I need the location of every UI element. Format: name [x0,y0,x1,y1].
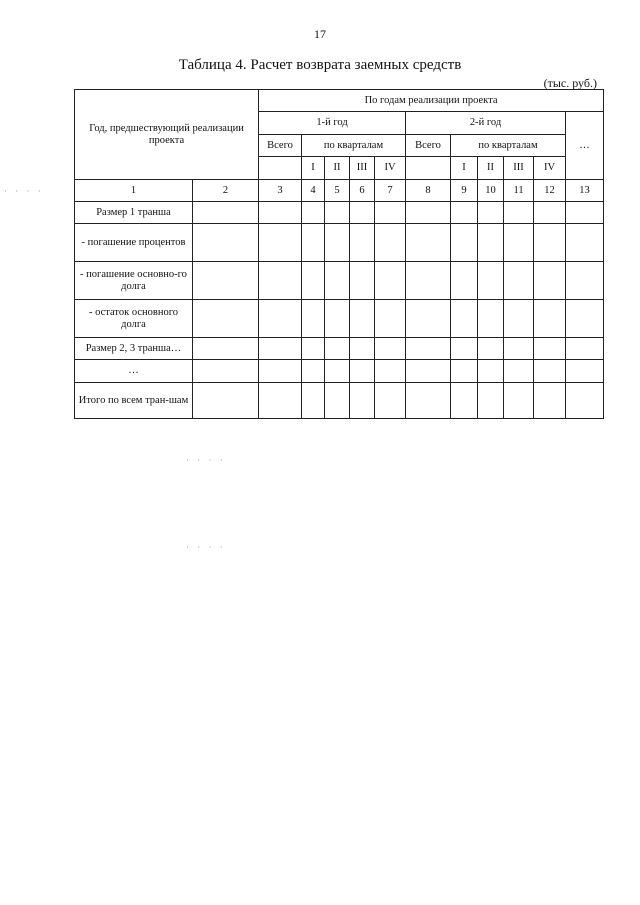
table-row [75,300,604,338]
row-label-grand-total: Итого по всем тран-шам [75,383,193,419]
column-number-row [75,180,604,202]
page-number: 17 [314,27,326,41]
header-row-years [75,90,604,112]
table-row [75,262,604,300]
column-number: 4 [302,180,325,202]
table-row [75,202,604,224]
header-cell [259,157,302,180]
header-year2-total: Всего [406,135,451,157]
column-number: 1 [75,180,193,202]
loan-repayment-table [74,89,604,419]
quarter-label: I [302,157,325,180]
header-year1: 1-й год [259,112,406,135]
quarter-label: II [478,157,504,180]
column-number: 13 [566,180,604,202]
row-label-interest: - погашение процентов [75,224,193,262]
table-row [75,383,604,419]
header-year2-by-quarters: по кварталам [451,135,566,157]
quarter-label: III [504,157,534,180]
column-number: 12 [534,180,566,202]
table-row [75,338,604,360]
column-number: 5 [325,180,350,202]
column-number: 7 [375,180,406,202]
column-number: 3 [259,180,302,202]
row-label-principal-repayment: - погашение основно-го долга [75,262,193,300]
header-corner-year-before: Год, предшествующий реализации проекта [75,90,259,180]
header-cell [406,157,451,180]
column-number: 11 [504,180,534,202]
scan-dots-lower: · · · · [186,542,226,552]
header-by-years: По годам реализации проекта [259,90,604,112]
scan-dots-mid: · · · · [186,455,226,465]
row-label-principal-balance: - остаток основного долга [75,300,193,338]
table-title: Таблица 4. Расчет возврата заемных средств [178,57,462,73]
column-number: 2 [193,180,259,202]
quarter-label: III [350,157,375,180]
quarter-label: I [451,157,478,180]
header-year1-total: Всего [259,135,302,157]
header-more-years: … [566,112,604,180]
units-label: (тыс. руб.) [543,76,597,90]
table-row [75,224,604,262]
row-label-ellipsis: … [75,360,193,383]
quarter-label: II [325,157,350,180]
column-number: 8 [406,180,451,202]
row-label-tranche-1: Размер 1 транша [75,202,193,224]
table-row [75,360,604,383]
column-number: 10 [478,180,504,202]
quarter-label: IV [534,157,566,180]
header-year1-by-quarters: по кварталам [302,135,406,157]
column-number: 9 [451,180,478,202]
quarter-label: IV [375,157,406,180]
scan-dots-left: · · · · [4,186,44,196]
row-label-tranche-2-3: Размер 2, 3 транша… [75,338,193,360]
column-number: 6 [350,180,375,202]
header-year2: 2-й год [406,112,566,135]
